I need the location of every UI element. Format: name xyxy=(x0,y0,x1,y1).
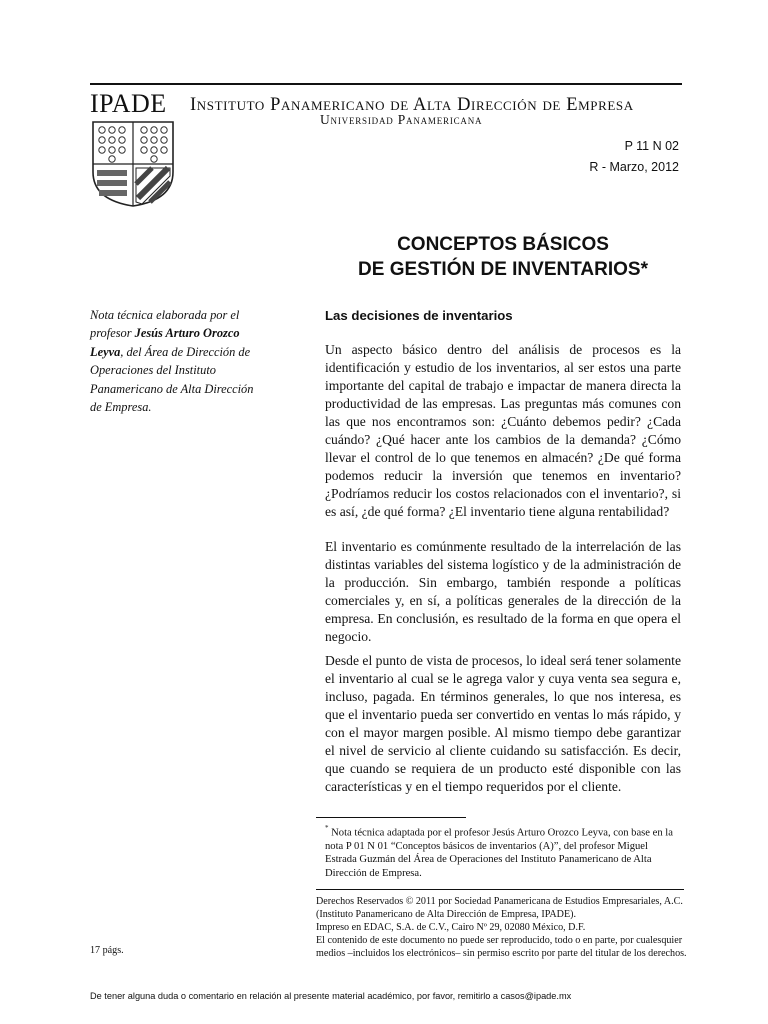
footnote-rule xyxy=(316,817,466,818)
footnote-text: Nota técnica adaptada por el profesor Jesús Arturo Orozco Leyva, con base en la nota P 01 N 01 “Conceptos básicos de inventarios (A)”, del profesor Miguel Estrada Guzmán del Área de Operaciones del Instituto Panamericano de Alta Dirección de Empresa. xyxy=(325,827,673,879)
section-heading: Las decisiones de inventarios xyxy=(325,308,513,323)
university-name: Universidad Panamericana xyxy=(320,112,483,127)
copyright-line: medios –incluidos los electrónicos– sin permiso escrito por parte del titular de los derechos. xyxy=(316,948,687,959)
copyright-line: El contenido de este documento no puede ser reproducido, todo o en parte, por cualesquier xyxy=(316,935,683,946)
copyright-line: Derechos Reservados © 2011 por Sociedad Panamericana de Estudios Empresariales, A.C. xyxy=(316,896,683,907)
institute-name: Instituto Panamericano de Alta Dirección de Empresa xyxy=(190,95,634,115)
author-name: Jesús Arturo Orozco Leyva xyxy=(90,326,240,359)
document-code: P 11 N 02 xyxy=(624,139,679,153)
author-note xyxy=(90,306,262,416)
copyright-notice xyxy=(316,895,688,960)
page-count: 17 págs. xyxy=(90,945,124,956)
body-paragraph: El inventario es comúnmente resultado de la interrelación de las distintas variables del sistema logístico y de la administración de la producción. Sin embargo, también responde a políticas comerciales y, en sí, a políticas generales de la dirección de la empresa. En conclusión, es resultado de la forma en que opera el negocio. xyxy=(325,539,681,645)
header-rule xyxy=(90,83,682,85)
ipade-shield-logo-icon xyxy=(90,120,176,208)
title-line-2: DE GESTIÓN DE INVENTARIOS* xyxy=(358,259,648,280)
body-paragraph: Desde el punto de vista de procesos, lo ideal será tener solamente el inventario al cual se le agrega valor y cuya venta sea segura e, incluso, pagada. En términos generales, lo que nos interesa, es que el inventario pueda ser convertido en ventas lo más rápido, y con el mayor margen posible. Al mismo tiempo debe garantizar el nivel de servicio al cliente cuidando su satisfacción. Es decir, que cuando se requiera de un producto esté disponible con las características y en el tiempo requeridos por el cliente. xyxy=(325,653,681,795)
document-code-block xyxy=(589,136,679,178)
footnote-marker: * xyxy=(325,824,329,832)
ipade-logo-text: IPADE xyxy=(90,89,167,118)
title-line-1: CONCEPTOS BÁSICOS xyxy=(397,234,609,255)
revision-date: R - Marzo, 2012 xyxy=(589,160,679,174)
copyright-line: (Instituto Panamericano de Alta Dirección de Empresa, IPADE). xyxy=(316,909,577,920)
body-paragraph: Un aspecto básico dentro del análisis de procesos es la identificación y estudio de los inventarios, al ser estos una parte importante del capital de trabajo e impactar de manera directa la productividad de las empresas. Las preguntas más comunes con las que nos encontramos son: ¿Cuánto debemos pedir? ¿Cada cuándo? ¿Qué hacer ante los cambios de la demanda? ¿Cómo llevar el control de lo que tenemos en almacén? ¿De qué forma podemos reducir la inversión que tenemos en inventario? ¿Podríamos reducir los costos relacionados con el inventario?, si es así, ¿de qué forma? ¿El inventario tiene alguna rentabilidad? xyxy=(325,342,681,520)
copyright-rule xyxy=(316,889,684,890)
footnote xyxy=(325,823,681,880)
author-note-intro: Nota técnica elaborada por el profesor xyxy=(90,308,240,341)
contact-line: De tener alguna duda o comentario en relación al presente material académico, por favor, remitirlo a casos@ipade.mx xyxy=(90,991,572,1001)
copyright-line: Impreso en EDAC, S.A. de C.V., Cairo Nº 29, 02080 México, D.F. xyxy=(316,922,586,933)
author-note-affiliation: , del Área de Dirección de Operaciones del Instituto Panamericano de Alta Dirección de Empresa. xyxy=(90,344,254,415)
document-title xyxy=(325,232,681,282)
